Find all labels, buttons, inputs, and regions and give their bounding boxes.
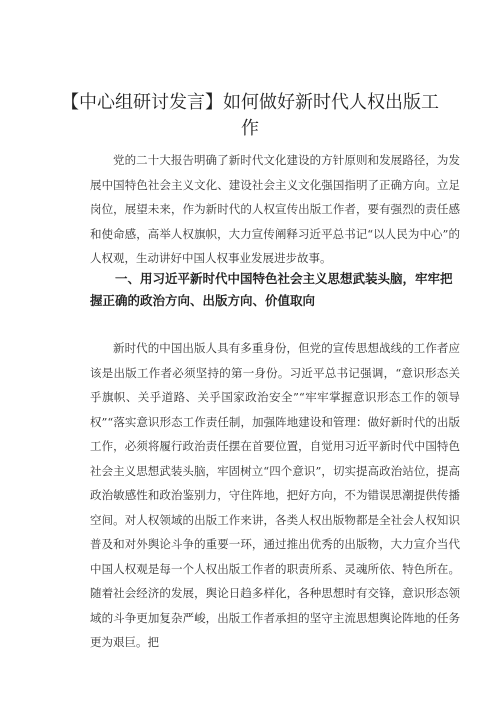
- section-heading-1: 一、用习近平新时代中国特色社会主义思想武装头脑，牢牢把握正确的政治方向、出版方向、价值取向: [90, 271, 453, 308]
- body-paragraph-1: 党的二十大报告明确了新时代文化建设的方针原则和发展路径，为发展中国特色社会主义文化、建设社会主义文化强国指明了正确方向。立足岗位，展望未来，作为新时代的人权宣传出版工作者，要有强烈的责任感和使命感，高举人权旗帜，大力宣传阐释习近平总书记“以人民为中心”的人权观，生动讲好中国人权事业发展进步故事。: [90, 153, 460, 265]
- body-paragraph-2: 新时代的中国出版人具有多重身份，但党的宣传思想战线的工作者应该是出版工作者必须坚持的第一身份。习近平总书记强调，“意识形态关乎旗帜、关乎道路、关乎国家政治安全”“牢牢掌握意识形态工作的领导权”“落实意识形态工作责任制，加强阵地建设和管理：做好新时代的出版工作，必须将履行政治责任摆在首要位置，自觉用习近平新时代中国特色社会主义思想武装头脑，牢固树立“四个意识”，切实提高政治站位，提高政治敏感性和政治鉴别力，守住阵地，把好方向，不为错误思潮提供传播空间。对人权领域的出版工作来讲，各类人权出版物都是全社会人权知识普及和对外舆论斗争的重要一环，通过推出优秀的出版物，大力宣介当代中国人权观是每一个人权出版工作者的职责所系、灵魂所依、特色所在。随着社会经济的发展，舆论日趋多样化，各种思想时有交锋，意识形态领域的斗争更加复杂严峻，出版工作者承担的坚守主流思想舆论阵地的任务更为艰巨。把: [90, 341, 460, 649]
- document-title: 【中心组研讨发言】如何做好新时代人权出版工作: [61, 92, 439, 139]
